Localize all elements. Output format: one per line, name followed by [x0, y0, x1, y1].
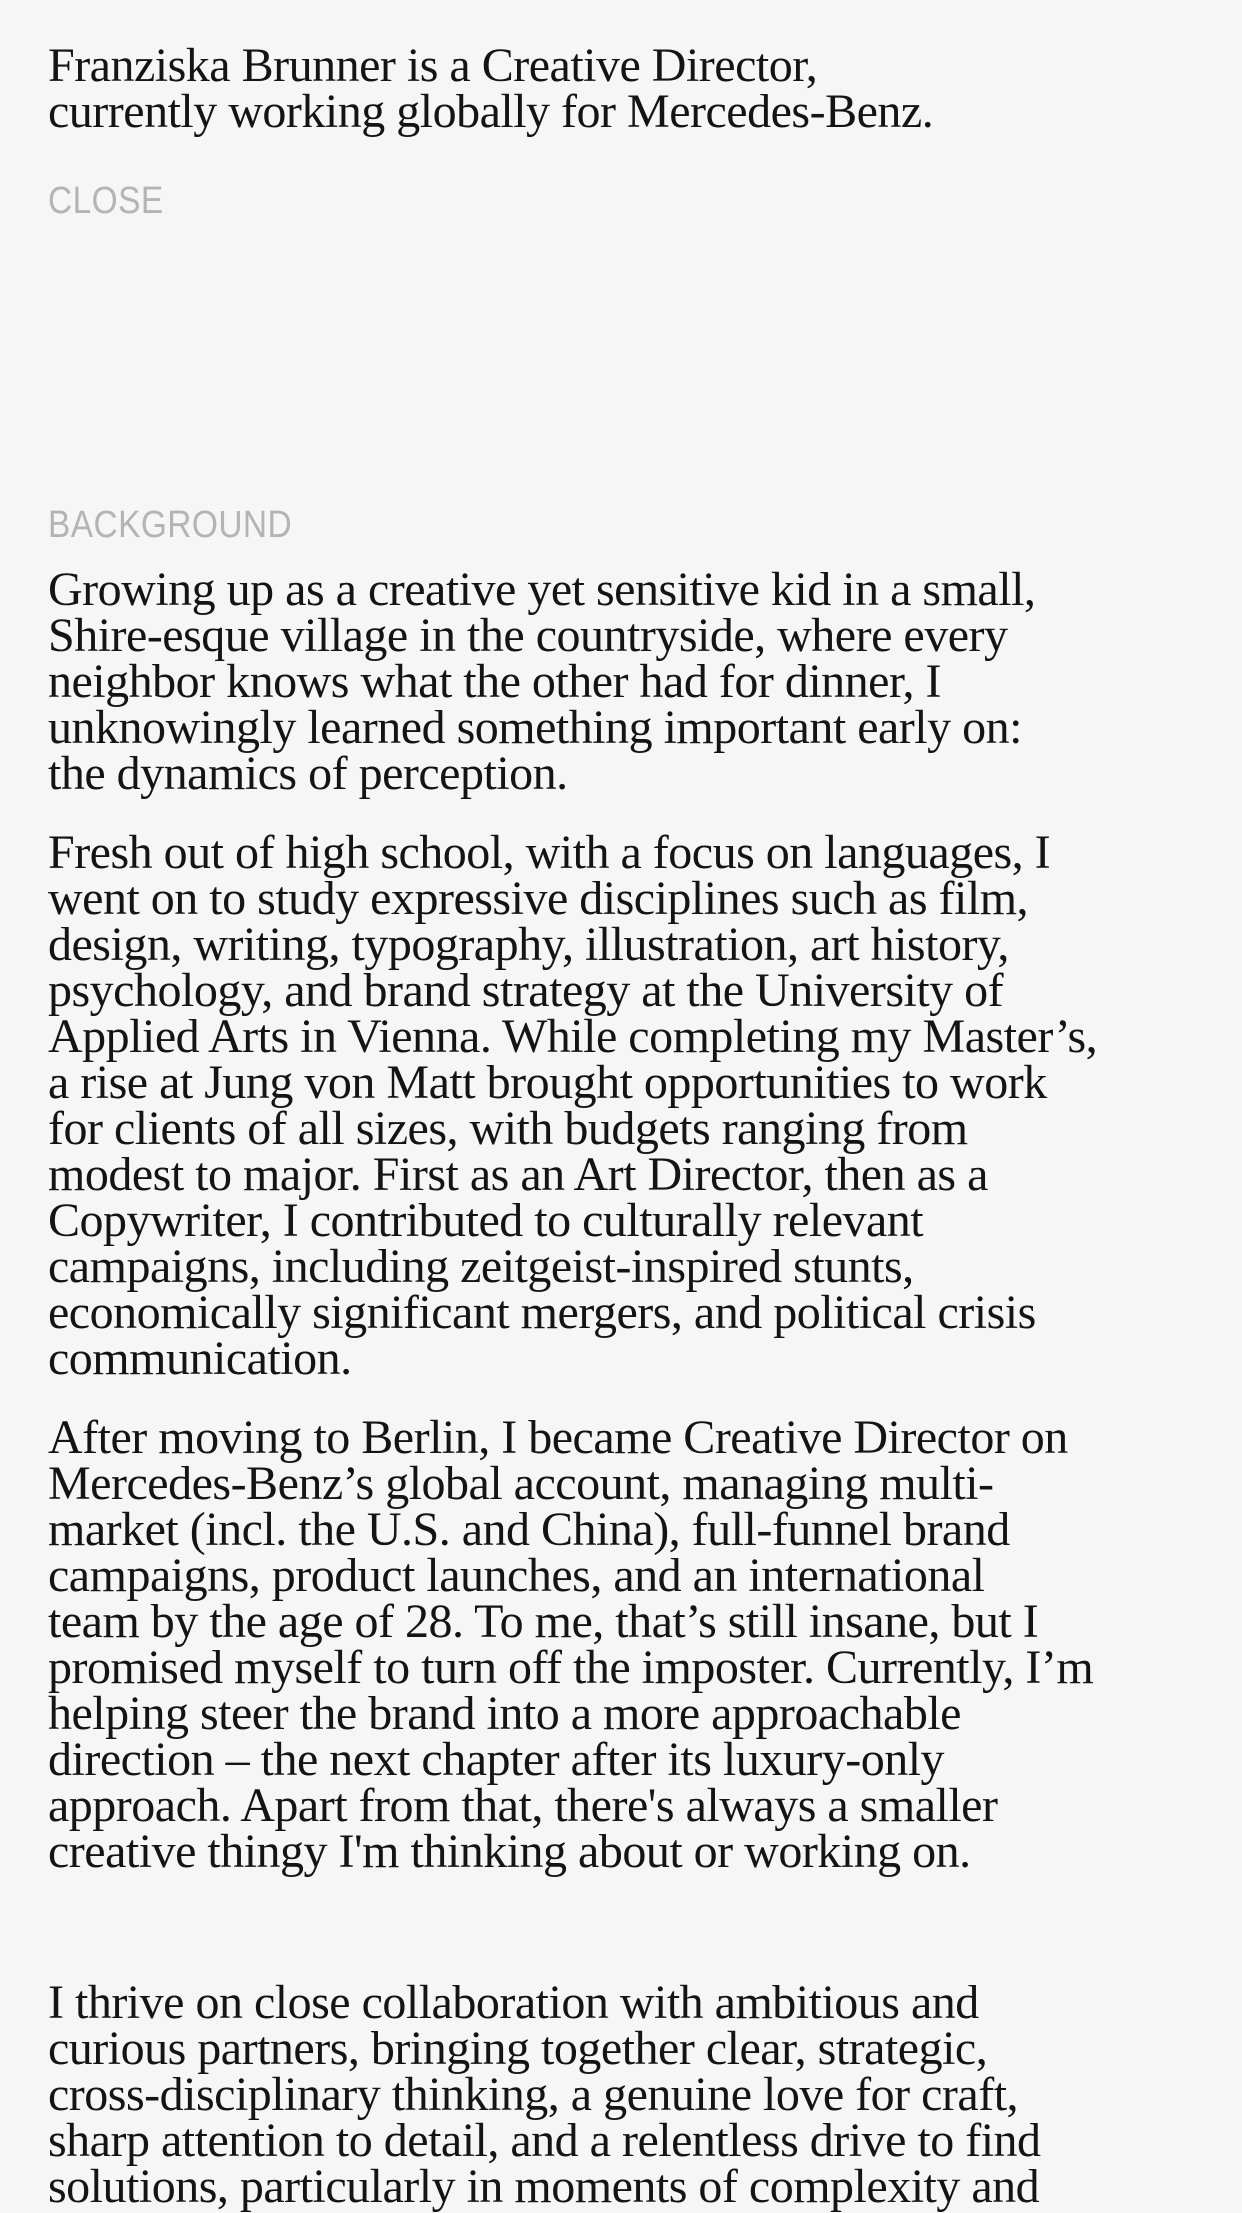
- text-line: a rise at Jung von Matt brought opportunities to work: [48, 1056, 1047, 1109]
- text-line: helping steer the brand into a more approachable: [48, 1687, 961, 1740]
- paragraph: [48, 1411, 1196, 1878]
- text-line: communication.: [48, 1332, 352, 1385]
- text-line: team by the age of 28. To me, that’s still insane, but I: [48, 1595, 1039, 1648]
- text-line: campaigns, including zeitgeist-inspired stunts,: [48, 1240, 914, 1293]
- text-line: Growing up as a creative yet sensitive kid in a small,: [48, 563, 1036, 616]
- text-line: approach. Apart from that, there's always a smaller: [48, 1779, 998, 1832]
- close-button[interactable]: CLOSE: [48, 180, 164, 222]
- text-line: market (incl. the U.S. and China), full-funnel brand: [48, 1503, 1010, 1556]
- text-line: the dynamics of perception.: [48, 747, 568, 800]
- paragraph: [48, 1976, 1196, 2213]
- text-line: promised myself to turn off the imposter. Currently, I’m: [48, 1641, 1094, 1694]
- text-line: direction – the next chapter after its luxury-only: [48, 1733, 945, 1786]
- text-line: I thrive on close collaboration with ambitious and: [48, 1976, 979, 2029]
- background-section-label: BACKGROUND: [48, 504, 293, 546]
- text-line: Mercedes-Benz’s global account, managing multi-: [48, 1457, 994, 1510]
- text-line: Applied Arts in Vienna. While completing my Master’s,: [48, 1010, 1098, 1063]
- intro-line-2: currently working globally for Mercedes-Benz.: [48, 85, 934, 138]
- text-line: Fresh out of high school, with a focus on languages, I: [48, 826, 1051, 879]
- text-line: solutions, particularly in moments of complexity and: [48, 2160, 1040, 2213]
- text-line: for clients of all sizes, with budgets ranging from: [48, 1102, 968, 1155]
- text-line: creative thingy I'm thinking about or working on.: [48, 1825, 971, 1878]
- text-line: psychology, and brand strategy at the University of: [48, 964, 1004, 1017]
- text-line: After moving to Berlin, I became Creative Director on: [48, 1411, 1068, 1464]
- text-line: went on to study expressive disciplines such as film,: [48, 872, 1029, 925]
- text-line: economically significant mergers, and political crisis: [48, 1286, 1036, 1339]
- intro-heading: [48, 39, 1196, 138]
- text-line: cross-disciplinary thinking, a genuine love for craft,: [48, 2068, 1019, 2121]
- text-line: design, writing, typography, illustration, art history,: [48, 918, 1009, 971]
- text-line: Shire-esque village in the countryside, where every: [48, 609, 1008, 662]
- paragraph: [48, 563, 1196, 800]
- paragraph: [48, 826, 1196, 1385]
- text-line: neighbor knows what the other had for dinner, I: [48, 655, 941, 708]
- text-line: modest to major. First as an Art Director, then as a: [48, 1148, 988, 1201]
- text-line: campaigns, product launches, and an international: [48, 1549, 985, 1602]
- intro-line-1: Franziska Brunner is a Creative Director,: [48, 39, 818, 92]
- text-line: curious partners, bringing together clear, strategic,: [48, 2022, 988, 2075]
- text-line: Copywriter, I contributed to culturally relevant: [48, 1194, 924, 1247]
- text-line: unknowingly learned something important early on:: [48, 701, 1022, 754]
- background-paragraphs: [48, 563, 1196, 2213]
- text-line: sharp attention to detail, and a relentless drive to find: [48, 2114, 1041, 2167]
